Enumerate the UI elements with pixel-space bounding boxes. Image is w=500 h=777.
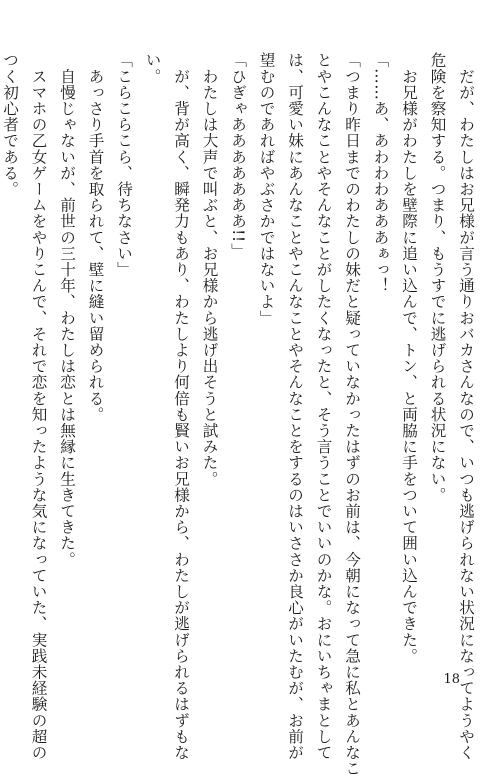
- text-line: お兄様がわたしを壁際に追い込んで、トン、と両脇に手をついて囲い込んできた。: [400, 52, 418, 664]
- text-line: 「つまり昨日までのわたしの妹だと疑っていなかったはずのお前は、今朝になって急に私とあんなこ: [343, 52, 361, 777]
- text-line: 「ひぎゃあああああああ!!」: [229, 52, 247, 259]
- text-line: い。: [143, 52, 162, 85]
- text-line: スマホの乙女ゲームをやりこんで、それで恋を知ったような気になっていた、実践未経験の超の: [29, 52, 48, 761]
- text-line: 「こらこらこら、待ちなさい」: [115, 52, 133, 278]
- text-line: あっさり手首を取られて、壁に縫い留められる。: [86, 52, 105, 423]
- text-line: 自慢じゃないが、前世の三十年、わたしは恋とは無縁に生きてきた。: [58, 52, 76, 568]
- text-line: とやこんなことやそんなことがしたくなったと、そう言うことでいいのかな。おにいちゃまとして: [314, 52, 333, 761]
- text-line: 望むのであればやぶさかではないよ」: [257, 52, 276, 326]
- text-line: だが、わたしはお兄様が言う通りおバカさんなので、いつも逃げられない状況になってようやく: [457, 52, 475, 761]
- page-number: 18: [443, 672, 460, 687]
- text-line: つく初心者である。: [1, 52, 19, 197]
- text-line: 「……あ、あわわわあああぁっ！: [371, 52, 390, 294]
- text-line: は、可愛い妹にあんなことやこんなことやそんなことをするのはいささか良心がいたむが、お前が: [286, 52, 304, 761]
- text-line: わたしは大声で叫ぶと、お兄様から逃げ出そうと試みた。: [200, 52, 219, 487]
- text-line: が、背が高く、瞬発力もあり、わたしより何倍も賢いお兄様から、わたしが逃げられるはずもな: [172, 52, 190, 761]
- text-line: 危険を察知する。つまり、もうすでに逃げられる状況にない。: [428, 52, 447, 503]
